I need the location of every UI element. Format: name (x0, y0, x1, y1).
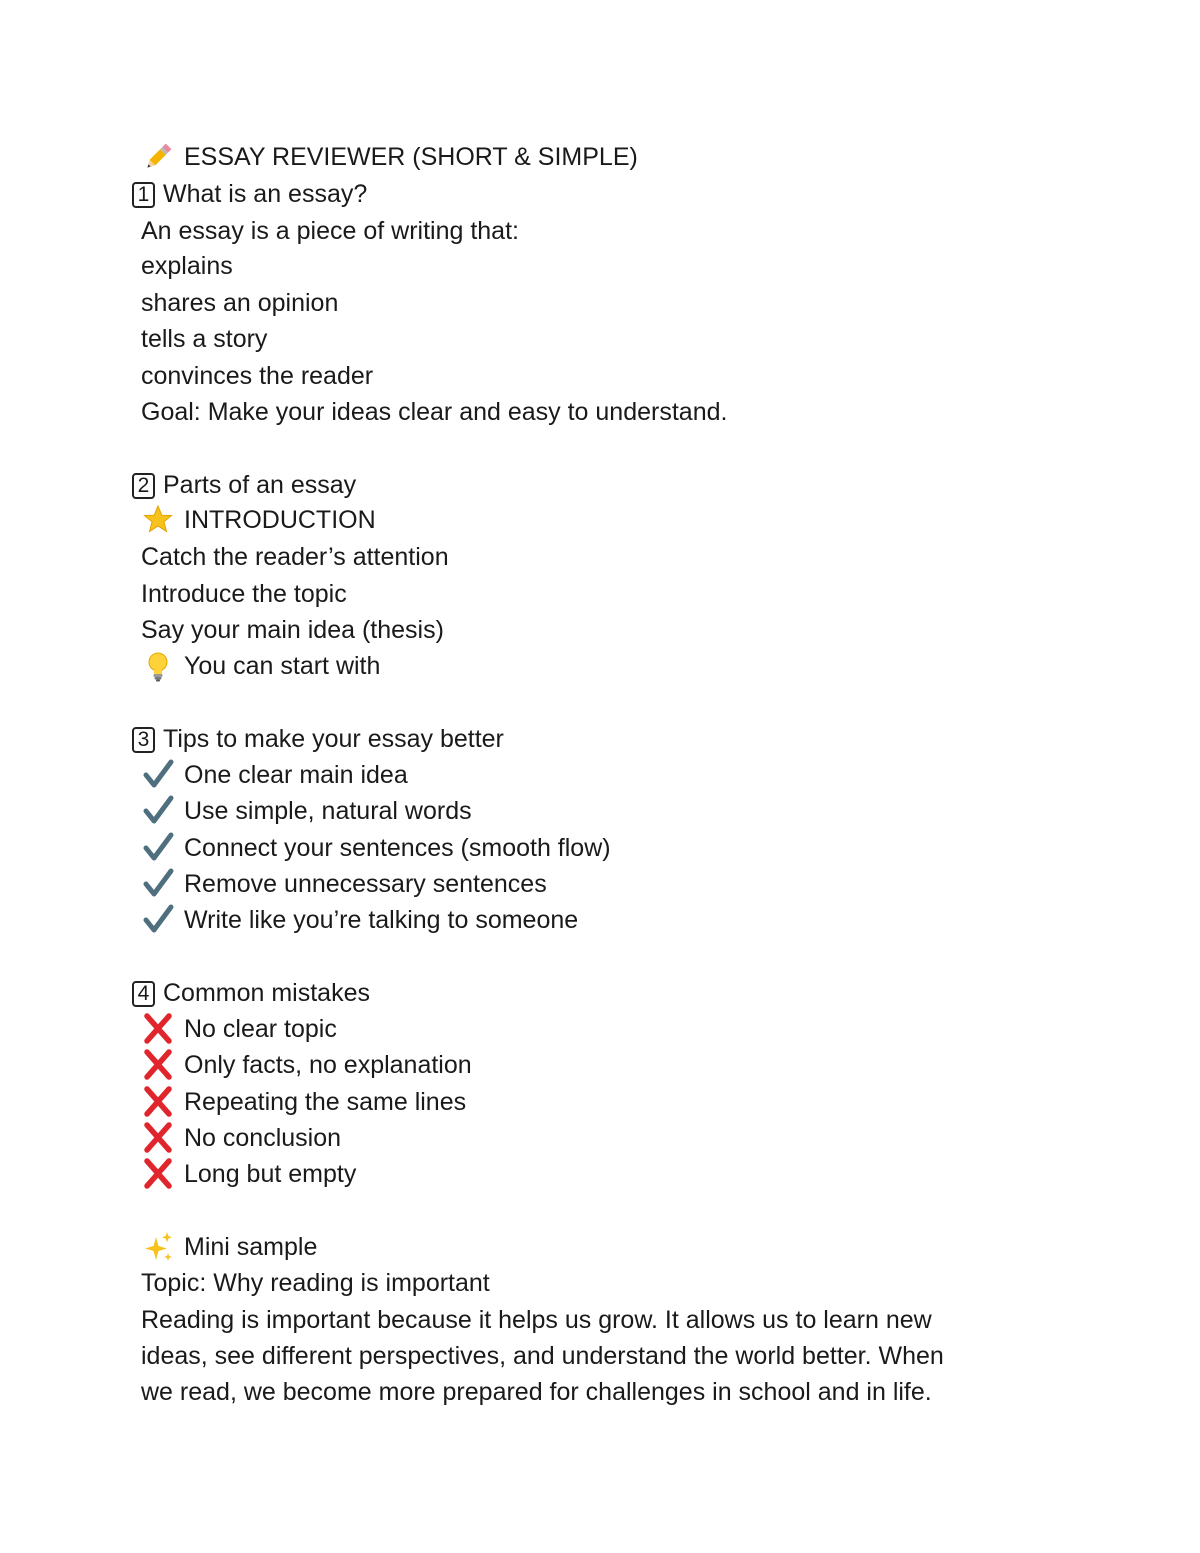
section-heading: Tips to make your essay better (163, 725, 504, 753)
number-one-icon: 1 (132, 182, 155, 208)
list-item: Introduce the topic (141, 580, 347, 608)
list-item: Say your main idea (thesis) (141, 616, 444, 644)
list-item: Remove unnecessary sentences (184, 870, 547, 898)
sample-paragraph-line: we read, we become more prepared for challenges in school and in life. (141, 1378, 932, 1406)
section-heading: Common mistakes (163, 979, 370, 1007)
star-icon (142, 502, 175, 538)
cross-mark-icon (142, 1084, 175, 1120)
page-title: ESSAY REVIEWER (SHORT & SIMPLE) (184, 143, 638, 171)
list-item: One clear main idea (184, 761, 408, 789)
list-item: Repeating the same lines (184, 1088, 467, 1116)
cross-mark-icon (142, 1156, 175, 1192)
sparkles-icon (142, 1229, 175, 1265)
number-two-icon: 2 (132, 473, 155, 499)
check-mark-icon (142, 866, 175, 902)
subheading: INTRODUCTION (184, 506, 376, 534)
list-item: Catch the reader’s attention (141, 543, 449, 571)
number-three-icon: 3 (132, 727, 155, 753)
list-item: No conclusion (184, 1124, 342, 1152)
list-item: Use simple, natural words (184, 797, 472, 825)
check-mark-icon (142, 793, 175, 829)
list-item: explains (141, 252, 233, 280)
section-heading: What is an essay? (163, 180, 368, 208)
sample-paragraph-line: ideas, see different perspectives, and understand the world better. When (141, 1342, 944, 1370)
list-item: Write like you’re talking to someone (184, 906, 579, 934)
goal-text: Goal: Make your ideas clear and easy to understand. (141, 398, 728, 426)
list-item: shares an opinion (141, 289, 339, 317)
list-item: tells a story (141, 325, 268, 353)
cross-mark-icon (142, 1047, 175, 1083)
number-four-icon: 4 (132, 981, 155, 1007)
sample-paragraph-line: Reading is important because it helps us grow. It allows us to learn new (141, 1306, 932, 1334)
list-item: Long but empty (184, 1160, 357, 1188)
tip-text: You can start with (184, 652, 381, 680)
sample-topic: Topic: Why reading is important (141, 1269, 490, 1297)
list-item: Connect your sentences (smooth flow) (184, 834, 611, 862)
list-item: No clear topic (184, 1015, 337, 1043)
check-mark-icon (142, 757, 175, 793)
cross-mark-icon (142, 1120, 175, 1156)
list-item: Only facts, no explanation (184, 1051, 472, 1079)
pencil-icon (142, 139, 175, 175)
check-mark-icon (142, 902, 175, 938)
list-item: convinces the reader (141, 362, 374, 390)
cross-mark-icon (142, 1011, 175, 1047)
check-mark-icon (142, 830, 175, 866)
section-intro: An essay is a piece of writing that: (141, 217, 519, 245)
section-heading: Mini sample (184, 1233, 318, 1261)
section-heading: Parts of an essay (163, 471, 357, 499)
light-bulb-icon (142, 648, 175, 684)
